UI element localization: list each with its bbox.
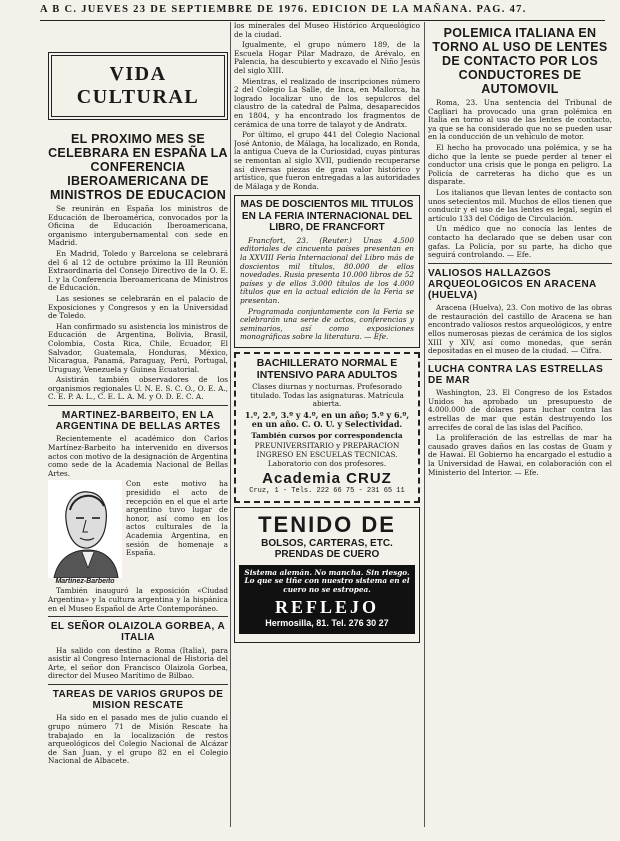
section-box — [48, 52, 228, 120]
article-paragraph: Las sesiones se celebrarán en el palacio de Exposiciones y Congresos y en la Universidad de Toledo. — [48, 293, 228, 321]
portrait-photo — [48, 480, 122, 585]
article-paragraph: Aracena (Huelva), 23. Con motivo de las obras de restauración del castillo de Aracena se han encontrado valiosos restos arqueológicos, y entre ellos numerosas piezas de cerámica de los siglos XIII y XIV, así como monedas, que serán depositadas en el museo de la ciudad. — Cifra. — [428, 303, 612, 356]
article-paragraph: Asistirán también observadores de los organismos regionales U. N. E. S. C. O., O. E. A., C. E. P. A. L., C. E. L. A. M. y O. D. E. C. A. — [48, 375, 228, 402]
ad-phone: Cruz, 1 - Tels. 222 66 75 - 231 65 11 — [249, 487, 405, 496]
article-paragraph: Mientras, el realizado de inscripciones número 2 del Colegio La Salle, de Inca, en Mallorca, ha logrado localizar uno de los sepulcros del claustro de la catedral de Palma, desaparecidos en 1804, y ha encontrado los fragmentos de cerámica de una torre de talayot y de Andratx. — [234, 76, 420, 129]
article-paragraph: En Madrid, Toledo y Barcelona se celebrará del 6 al 12 de octubre próximo la III Reunión Extraordinaria del Consejo Directivo de la O. E. I. y la Conferencia Iberoamericana de Ministros de Educación. — [48, 248, 228, 293]
headline-frankfurt: MAS DE DOSCIENTOS MIL TITULOS EN LA FERIA INTERNACIONAL DEL LIBRO, DE FRANCFORT — [240, 199, 414, 234]
column-2 — [234, 22, 420, 834]
article-paragraph: El hecho ha provocado una polémica, y se ha dicho que la lente se puede perder al tener el conductor una crisis que le ponga en peligro. La Policía de carreteras ha dicho que es un disparate. — [428, 142, 612, 187]
article-paragraph: Un médico que no conocía las lentes de contacto ha declarado que se deben usar con gafas. La Policía, por su parte, ha dicho que seguirá controlando. — Efe. — [428, 224, 612, 260]
headline-aracena: VALIOSOS HALLAZGOS ARQUEOLOGICOS EN ARACENA (HUELVA) — [428, 267, 597, 302]
ad-title: TENIDO DE — [258, 511, 396, 537]
frankfurt-book-fair-box — [234, 195, 420, 348]
ad-dark-panel — [239, 565, 415, 634]
masthead: A B C. JUEVES 23 DE SEPTIEMBRE DE 1976. EDICION DE LA MAÑANA. PAG. 47. — [40, 4, 605, 21]
ad-text: Clases diurnas y nocturnas. Profesorado titulado. Todas las asignaturas. Matrícula abierta. — [250, 382, 404, 409]
divider — [428, 359, 612, 360]
divider — [48, 684, 228, 685]
headline-martinez-barbeito: MARTINEZ-BARBEITO, EN LA ARGENTINA DE BELLAS ARTES — [55, 410, 221, 433]
ad-text: PREUNIVERSITARIO y PREPARACION INGRESO EN ESCUELAS TECNICAS. Laboratorio con dos profesores. — [254, 441, 400, 468]
divider — [48, 616, 228, 617]
section-title: VIDA CULTURAL — [51, 55, 225, 117]
ad-note: También cursos por correspondencia — [251, 430, 403, 440]
ad-subtitle: BOLSOS, CARTERAS, ETC. PRENDAS DE CUERO — [261, 537, 393, 561]
article-paragraph: Se reunirán en España los ministros de Educación de Iberoamérica, convocados por la Oficina de Educación Iberoamericana, organismo intergubernamental con sede en Madrid. — [48, 204, 228, 248]
divider — [428, 263, 612, 264]
ad-courses: 1.º, 2.º, 3.º y 4.º, en un año; 5.º y 6.º, en un año. C. O. U. y Selectividad. — [244, 409, 410, 430]
article-paragraph: La proliferación de las estrellas de mar ha causado graves daños en las costas de Guam y de Hawai. El Gobierno ha encargado el estudio a la Universidad de Hawai, en colaboración con el Ministerio del Interior. — Efe. — [428, 433, 612, 477]
headline-olaizola: EL SEÑOR OLAIZOLA GORBEA, A ITALIA — [50, 621, 226, 644]
bachillerato-ad — [234, 352, 420, 503]
ad-academy-name: Academia CRUZ — [262, 470, 392, 488]
box-paragraph: Francfort, 23. (Reuter.) Unas 4.500 editoriales de cincuenta países presentan en la XXVIII Feria Internacional del Libro más de doscientos mil títulos, 80.000 de ellos novedades. Rusia presenta 10.000 libros de 52 países y de ellos 3.000 títulos de los 4.000 títulos que en la actual edición de la Feria se presentan. — [240, 235, 414, 305]
article-paragraph: los minerales del Museo Histórico Arqueológico de la ciudad. — [234, 22, 420, 39]
column-rule-2 — [424, 22, 425, 827]
article-paragraph: Washington, 23. El Congreso de los Estados Unidos ha aprobado un presupuesto de 4.000.000 de dólares para luchar contra las estrellas de mar que están destruyendo los arrecifes de coral de las islas del Pacífico. — [428, 388, 612, 432]
tenido-ad — [234, 507, 420, 643]
box-paragraph: Programada conjuntamente con la Feria se celebrarán una serie de actos, conferencias y seminarios, así como exposiciones monográficas sobre la literatura. — Efe. — [240, 306, 414, 342]
article-paragraph: También inauguró la exposición «Ciudad Argentina» y la cultura argentina y la hispánica en el Museo Español de Arte Contemporáneo. — [48, 586, 228, 613]
portrait-drawing — [48, 480, 122, 578]
article-paragraph: Por último, el grupo 441 del Colegio Nacional José Antonio, de Málaga, ha localizado, en Ronda, la antigua Cueva de la Curiosidad, cuyas pinturas se remontan al siglo XVII, pudiendo recuperarse así diversas piezas de gran valor histórico y artístico, que fueron entregadas a las autoridades de Málaga y de Ronda. — [234, 130, 420, 191]
column-1 — [48, 22, 228, 834]
article-paragraph: Con este motivo ha presidido el acto de recepción en el que el arte argentino tuvo lugar de honor, así como en los actos culturales de la Academia Argentina, en sesión de homenaje a España. — [126, 479, 228, 558]
divider — [48, 405, 228, 406]
headline-starfish: LUCHA CONTRA LAS ESTRELLAS DE MAR — [428, 363, 604, 386]
headline-contact-lenses: POLEMICA ITALIANA EN TORNO AL USO DE LENTES DE CONTACTO POR LOS CONDUCTORES DE AUTOMOVIL — [432, 26, 608, 96]
ad-address: Hermosilla, 81. Tel. 276 30 27 — [265, 617, 389, 628]
column-3 — [428, 22, 612, 834]
column-rule-1 — [230, 22, 231, 827]
article-paragraph: Ha salido con destino a Roma (Italia), para asistir al Congreso Internacional de Historia del Arte, el señor don Francisco Olaizola Gorbea, director del Museo Marítimo de Bilbao. — [48, 645, 228, 681]
article-paragraph: Recientemente el académico don Carlos Martínez-Barbeito ha intervenido en diversos actos con motivo de la designación de Argentina como sede de la Academia Nacional de Bellas Artes. — [48, 434, 228, 478]
article-paragraph: Han confirmado su asistencia los ministros de Educación de Argentina, Bolivia, Brasil, Colombia, Costa Rica, Chile, Ecuador, El Salvador, Guatemala, Honduras, México, Nicaragua, Panamá, Paraguay, Perú, Portugal, Uruguay, Venezuela y Guinea Ecuatorial. — [48, 321, 228, 374]
article-paragraph: Ha sido en el pasado mes de julio cuando el grupo número 71 de Misión Rescate ha trabajado en la localización de restos arqueológicos del Colegio Nacional de Alcázar de San Juan, y el grupo 82 en el Colegio Nacional de Albacete. — [48, 713, 228, 766]
headline-mision-rescate: TAREAS DE VARIOS GRUPOS DE MISION RESCATE — [52, 688, 224, 712]
ad-brand: REFLEJO — [274, 596, 379, 617]
ad-title: BACHILLERATO NORMAL E INTENSIVO PARA ADULTOS — [256, 356, 398, 381]
ad-text: Sistema alemán. No mancha. Sin riesgo. Lo que se tiñe con nuestro sistema en el cuero no se estropea. — [244, 567, 410, 594]
headline-education-conference: EL PROXIMO MES SE CELEBRARA EN ESPAÑA LA CONFERENCIA IBEROAMERICANA DE MINISTROS DE EDUCACION — [48, 132, 228, 202]
article-paragraph: Roma, 23. Una sentencia del Tribunal de Cagliari ha provocado una gran polémica en Italia en torno al uso de las lentes de contacto, ya que se ha considerado que no se pueden usar en la conducción de un vehículo de motor. — [428, 98, 612, 142]
portrait-caption: Martínez-Barbeito — [55, 578, 115, 586]
article-paragraph: Igualmente, el grupo número 189, de la Escuela Hogar Pilar Madrazo, de Arévalo, en Palencia, ha descubierto y excavado el Niño Jesús del siglo XIII. — [234, 40, 420, 75]
article-paragraph: Los italianos que llevan lentes de contacto son unos setecientos mil. Muchos de ellos tienen que conducir y el uso de las lentes es legal, según el artículo 133 del Código de Circulación. — [428, 187, 612, 223]
